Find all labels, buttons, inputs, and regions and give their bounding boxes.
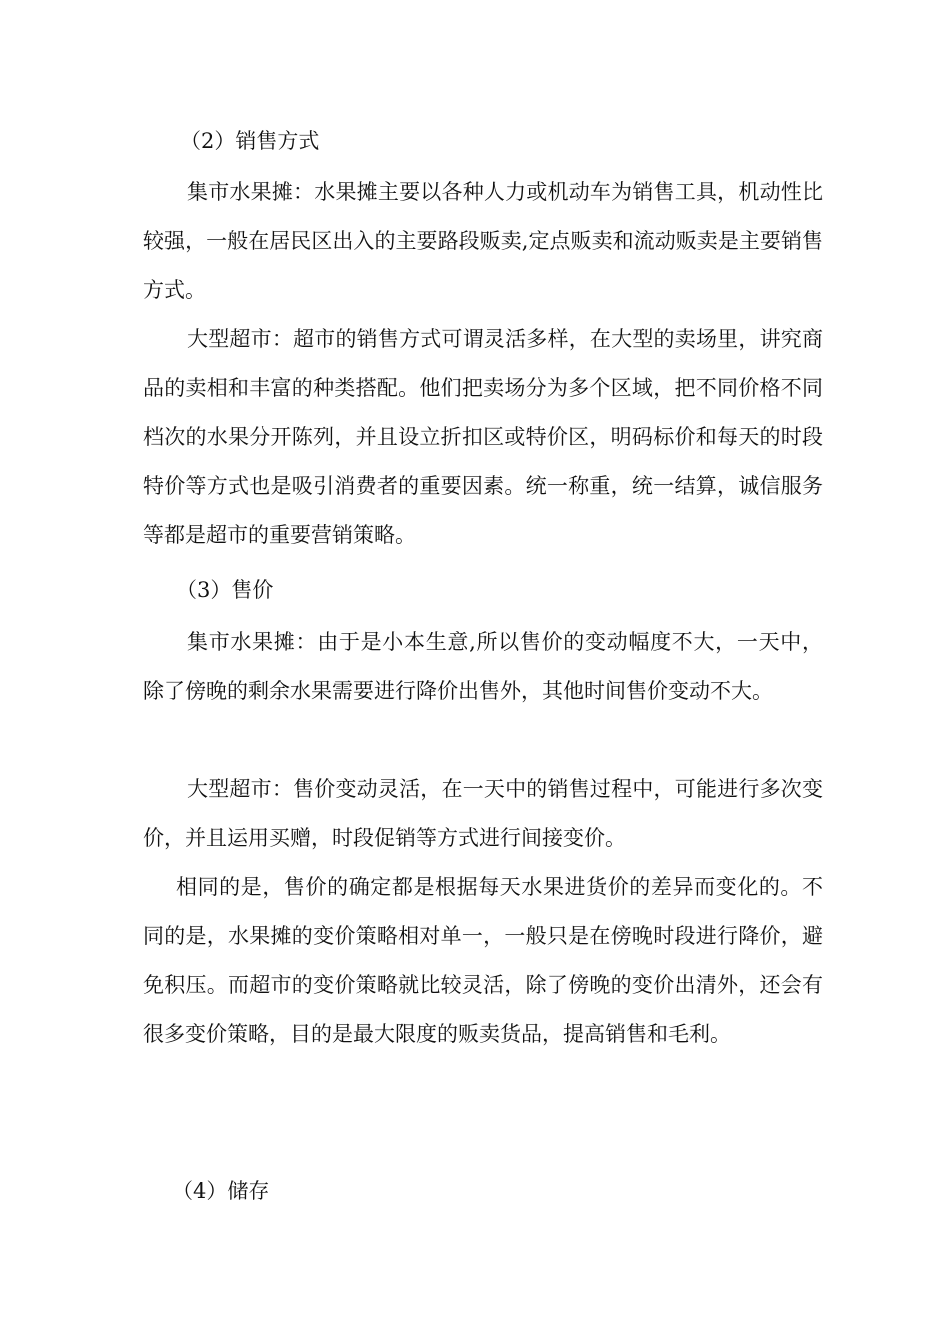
heading-sales-method: （2）销售方式 [180,129,320,153]
paragraph-price-comparison: 相同的是，售价的确定都是根据每天水果进货价的差异而变化的。不同的是，水果摊的变价策略相对单一，一般只是在傍晚时段进行降价，避免积压。而超市的变价策略就比较灵活，除了傍晚的变价出清外，还会有很多变价策略，目的是最大限度的贩卖货品，提高销售和毛利。 [143,875,823,1046]
paragraph-market-stall-sales: 集市水果摊：水果摊主要以各种人力或机动车为销售工具，机动性比较强，一般在居民区出入的主要路段贩卖,定点贩卖和流动贩卖是主要销售方式。 [143,180,823,302]
heading-storage: （4）储存 [172,1179,270,1203]
paragraph-supermarket-sales: 大型超市：超市的销售方式可谓灵活多样，在大型的卖场里，讲究商品的卖相和丰富的种类搭配。他们把卖场分为多个区域，把不同价格不同档次的水果分开陈列，并且设立折扣区或特价区，明码标价和每天的时段特价等方式也是吸引消费者的重要因素。统一称重，统一结算，诚信服务等都是超市的重要营销策略。 [143,327,823,547]
paragraph-market-stall-price: 集市水果摊：由于是小本生意,所以售价的变动幅度不大，一天中，除了傍晚的剩余水果需要进行降价出售外，其他时间售价变动不大。 [143,630,823,703]
heading-price: （3）售价 [176,578,274,602]
paragraph-supermarket-price: 大型超市：售价变动灵活，在一天中的销售过程中，可能进行多次变价，并且运用买赠，时段促销等方式进行间接变价。 [143,777,823,850]
